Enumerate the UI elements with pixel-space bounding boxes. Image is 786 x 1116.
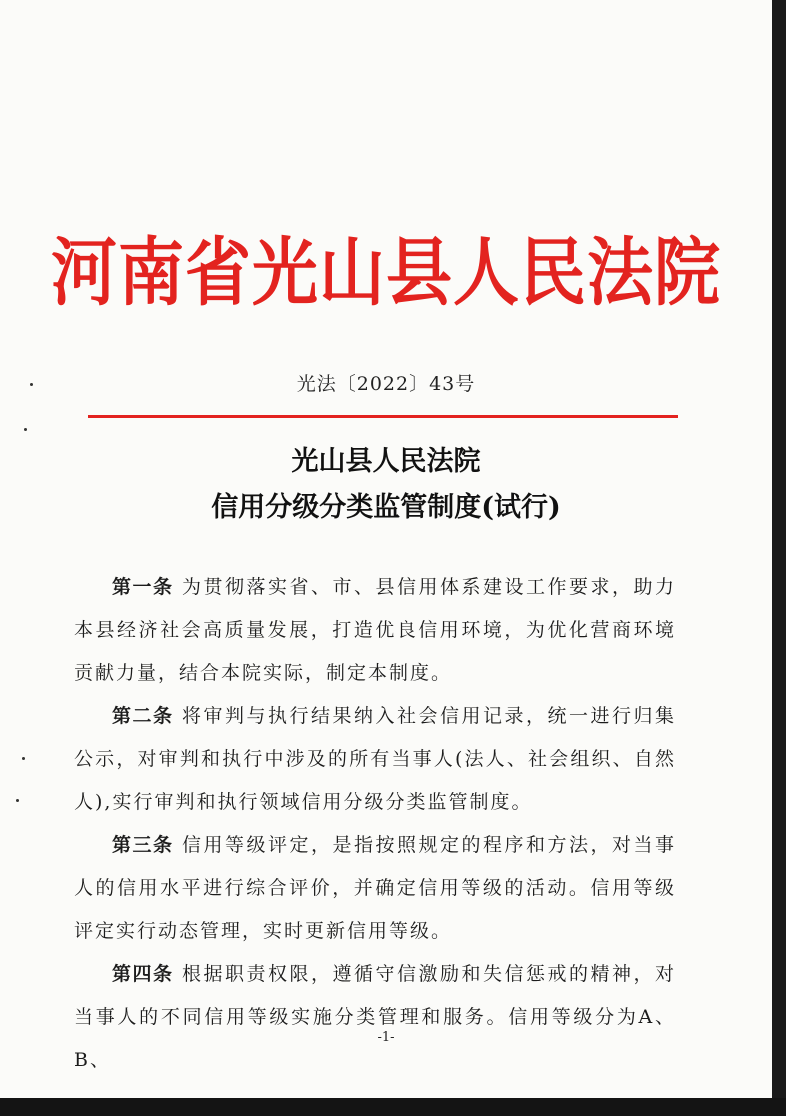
article-2-heading: 第二条 xyxy=(112,705,174,727)
page-number: -1- xyxy=(377,1030,395,1045)
scan-speck xyxy=(30,383,33,386)
article-2-text: 将审判与执行结果纳入社会信用记录，统一进行归集公示，对审判和执行中涉及的所有当事人(法人、社会组织、自然人),实行审判和执行领域信用分级分类监管制度。 xyxy=(74,705,676,813)
scan-speck xyxy=(24,428,27,431)
article-1-heading: 第一条 xyxy=(112,576,174,598)
scan-speck xyxy=(22,757,25,760)
document-title: 光山县人民法院 xyxy=(291,446,481,477)
article-4 xyxy=(74,953,676,1082)
scan-border-bottom xyxy=(0,1098,786,1116)
document-body xyxy=(74,566,676,1082)
scan-border-right xyxy=(772,0,786,1116)
article-1-text: 为贯彻落实省、市、县信用体系建设工作要求，助力本县经济社会高质量发展，打造优良信用环境，为优化营商环境贡献力量，结合本院实际，制定本制度。 xyxy=(74,576,676,684)
article-4-text: 根据职责权限，遵循守信激励和失信惩戒的精神，对当事人的不同信用等级实施分类管理和服务。信用等级分为A、B、 xyxy=(74,963,676,1071)
article-3-heading: 第三条 xyxy=(112,834,174,856)
article-2 xyxy=(74,695,676,824)
article-4-heading: 第四条 xyxy=(112,963,174,985)
scan-speck xyxy=(16,799,19,802)
document-number: 光法〔2022〕43号 xyxy=(296,373,476,395)
court-letterhead: 河南省光山县人民法院 xyxy=(51,228,721,316)
red-divider-line xyxy=(88,415,678,418)
article-1 xyxy=(74,566,676,695)
document-subtitle: 信用分级分类监管制度(试行) xyxy=(211,492,561,523)
article-3-text: 信用等级评定，是指按照规定的程序和方法，对当事人的信用水平进行综合评价，并确定信用等级的活动。信用等级评定实行动态管理，实时更新信用等级。 xyxy=(74,834,676,942)
article-3 xyxy=(74,824,676,953)
